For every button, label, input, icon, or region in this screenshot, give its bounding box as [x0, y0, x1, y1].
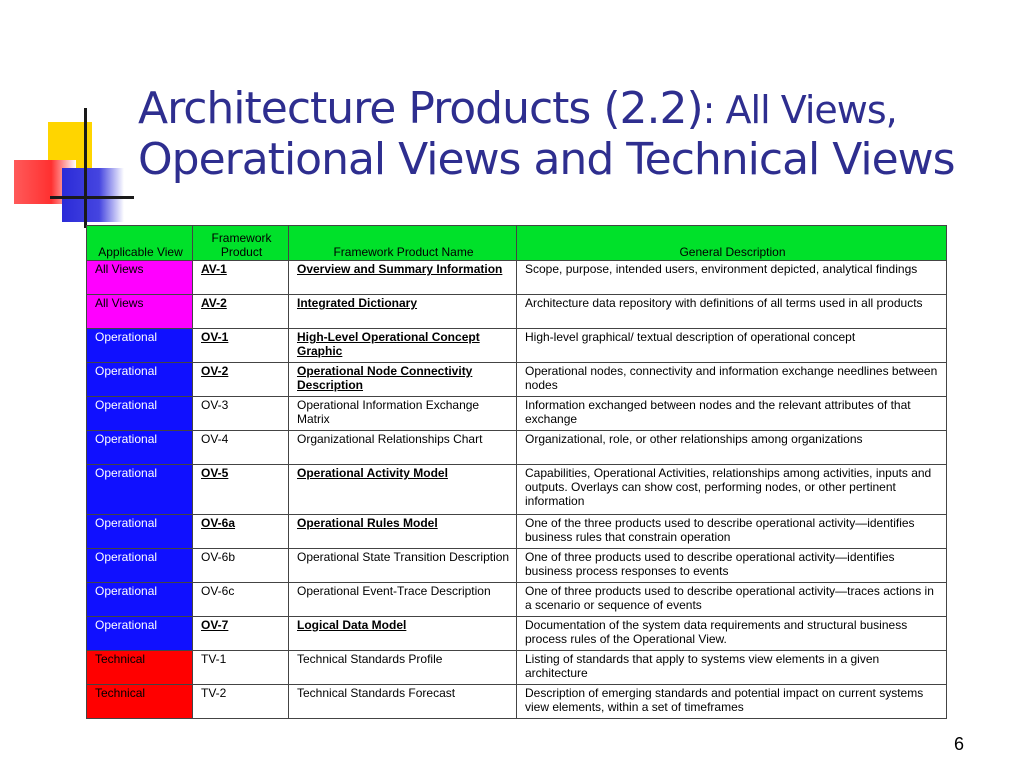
table-row — [87, 583, 947, 617]
cell-applicable-view: Technical — [87, 651, 193, 685]
cell-general-description: One of three products used to describe operational activity—identifies business process responses to events — [517, 549, 947, 583]
cell-framework-product-name: High-Level Operational Concept Graphic — [289, 329, 517, 363]
cell-general-description: One of the three products used to describe operational activity—identifies business rules that constrain operation — [517, 515, 947, 549]
cell-general-description: Description of emerging standards and potential impact on current systems view elements, within a set of timeframes — [517, 685, 947, 719]
cell-applicable-view: Operational — [87, 549, 193, 583]
header-framework-product: Framework Product — [193, 226, 289, 261]
cell-framework-product: AV-1 — [193, 261, 289, 295]
cell-general-description: Scope, purpose, intended users, environment depicted, analytical findings — [517, 261, 947, 295]
title-suffix: : All Views, — [702, 88, 897, 132]
cell-applicable-view: All Views — [87, 295, 193, 329]
logo-blue-square — [62, 168, 124, 222]
cell-framework-product: OV-3 — [193, 397, 289, 431]
cell-framework-product: OV-4 — [193, 431, 289, 465]
cell-general-description: One of three products used to describe operational activity—traces actions in a scenario or sequence of events — [517, 583, 947, 617]
architecture-products-table — [86, 225, 947, 719]
cell-general-description: Operational nodes, connectivity and information exchange needlines between nodes — [517, 363, 947, 397]
cell-framework-product: TV-1 — [193, 651, 289, 685]
cell-framework-product-name: Technical Standards Forecast — [289, 685, 517, 719]
logo-decoration — [0, 0, 150, 240]
cell-applicable-view: Technical — [87, 685, 193, 719]
cell-framework-product: OV-1 — [193, 329, 289, 363]
header-applicable-view: Applicable View — [87, 226, 193, 261]
cell-general-description: High-level graphical/ textual description of operational concept — [517, 329, 947, 363]
title-line-1 — [138, 84, 1018, 135]
cell-framework-product: OV-6a — [193, 515, 289, 549]
cell-framework-product-name: Integrated Dictionary — [289, 295, 517, 329]
cell-framework-product: TV-2 — [193, 685, 289, 719]
table-body — [87, 261, 947, 719]
cell-framework-product: OV-6c — [193, 583, 289, 617]
title-line-2: Operational Views and Technical Views — [138, 134, 955, 185]
table-row — [87, 397, 947, 431]
table-row — [87, 295, 947, 329]
cell-applicable-view: Operational — [87, 397, 193, 431]
table-header-row — [87, 226, 947, 261]
table-row — [87, 431, 947, 465]
cell-framework-product-name: Operational Event-Trace Description — [289, 583, 517, 617]
cell-framework-product-name: Operational Information Exchange Matrix — [289, 397, 517, 431]
cell-applicable-view: Operational — [87, 583, 193, 617]
cell-framework-product-name: Operational State Transition Description — [289, 549, 517, 583]
table-row — [87, 515, 947, 549]
logo-horizontal-line — [50, 196, 134, 199]
table-row — [87, 261, 947, 295]
cell-framework-product-name: Logical Data Model — [289, 617, 517, 651]
table-row — [87, 549, 947, 583]
table-row — [87, 363, 947, 397]
header-general-description: General Description — [517, 226, 947, 261]
cell-general-description: Capabilities, Operational Activities, relationships among activities, inputs and outputs. Overlays can show cost, performing nodes, or other pertinent information — [517, 465, 947, 515]
cell-framework-product-name: Operational Activity Model — [289, 465, 517, 515]
cell-general-description: Listing of standards that apply to systems view elements in a given architecture — [517, 651, 947, 685]
cell-framework-product-name: Organizational Relationships Chart — [289, 431, 517, 465]
title-main: Architecture Products (2.2) — [138, 83, 703, 134]
table-row — [87, 651, 947, 685]
page-number: 6 — [954, 734, 965, 754]
cell-framework-product-name: Operational Rules Model — [289, 515, 517, 549]
table-row — [87, 685, 947, 719]
cell-applicable-view: Operational — [87, 617, 193, 651]
cell-framework-product-name: Operational Node Connectivity Description — [289, 363, 517, 397]
cell-framework-product-name: Technical Standards Profile — [289, 651, 517, 685]
cell-applicable-view: Operational — [87, 329, 193, 363]
cell-general-description: Information exchanged between nodes and the relevant attributes of that exchange — [517, 397, 947, 431]
table-row — [87, 465, 947, 515]
slide-title — [138, 84, 1018, 185]
cell-applicable-view: Operational — [87, 465, 193, 515]
cell-framework-product-name: Overview and Summary Information — [289, 261, 517, 295]
table-row — [87, 617, 947, 651]
cell-applicable-view: Operational — [87, 363, 193, 397]
cell-framework-product: OV-7 — [193, 617, 289, 651]
cell-general-description: Organizational, role, or other relationships among organizations — [517, 431, 947, 465]
cell-general-description: Documentation of the system data requirements and structural business process rules of the Operational View. — [517, 617, 947, 651]
cell-general-description: Architecture data repository with definitions of all terms used in all products — [517, 295, 947, 329]
header-framework-product-name: Framework Product Name — [289, 226, 517, 261]
cell-framework-product: OV-2 — [193, 363, 289, 397]
logo-vertical-line — [84, 108, 87, 228]
cell-framework-product: AV-2 — [193, 295, 289, 329]
cell-framework-product: OV-6b — [193, 549, 289, 583]
cell-applicable-view: Operational — [87, 515, 193, 549]
cell-applicable-view: Operational — [87, 431, 193, 465]
cell-framework-product: OV-5 — [193, 465, 289, 515]
table-row — [87, 329, 947, 363]
cell-applicable-view: All Views — [87, 261, 193, 295]
